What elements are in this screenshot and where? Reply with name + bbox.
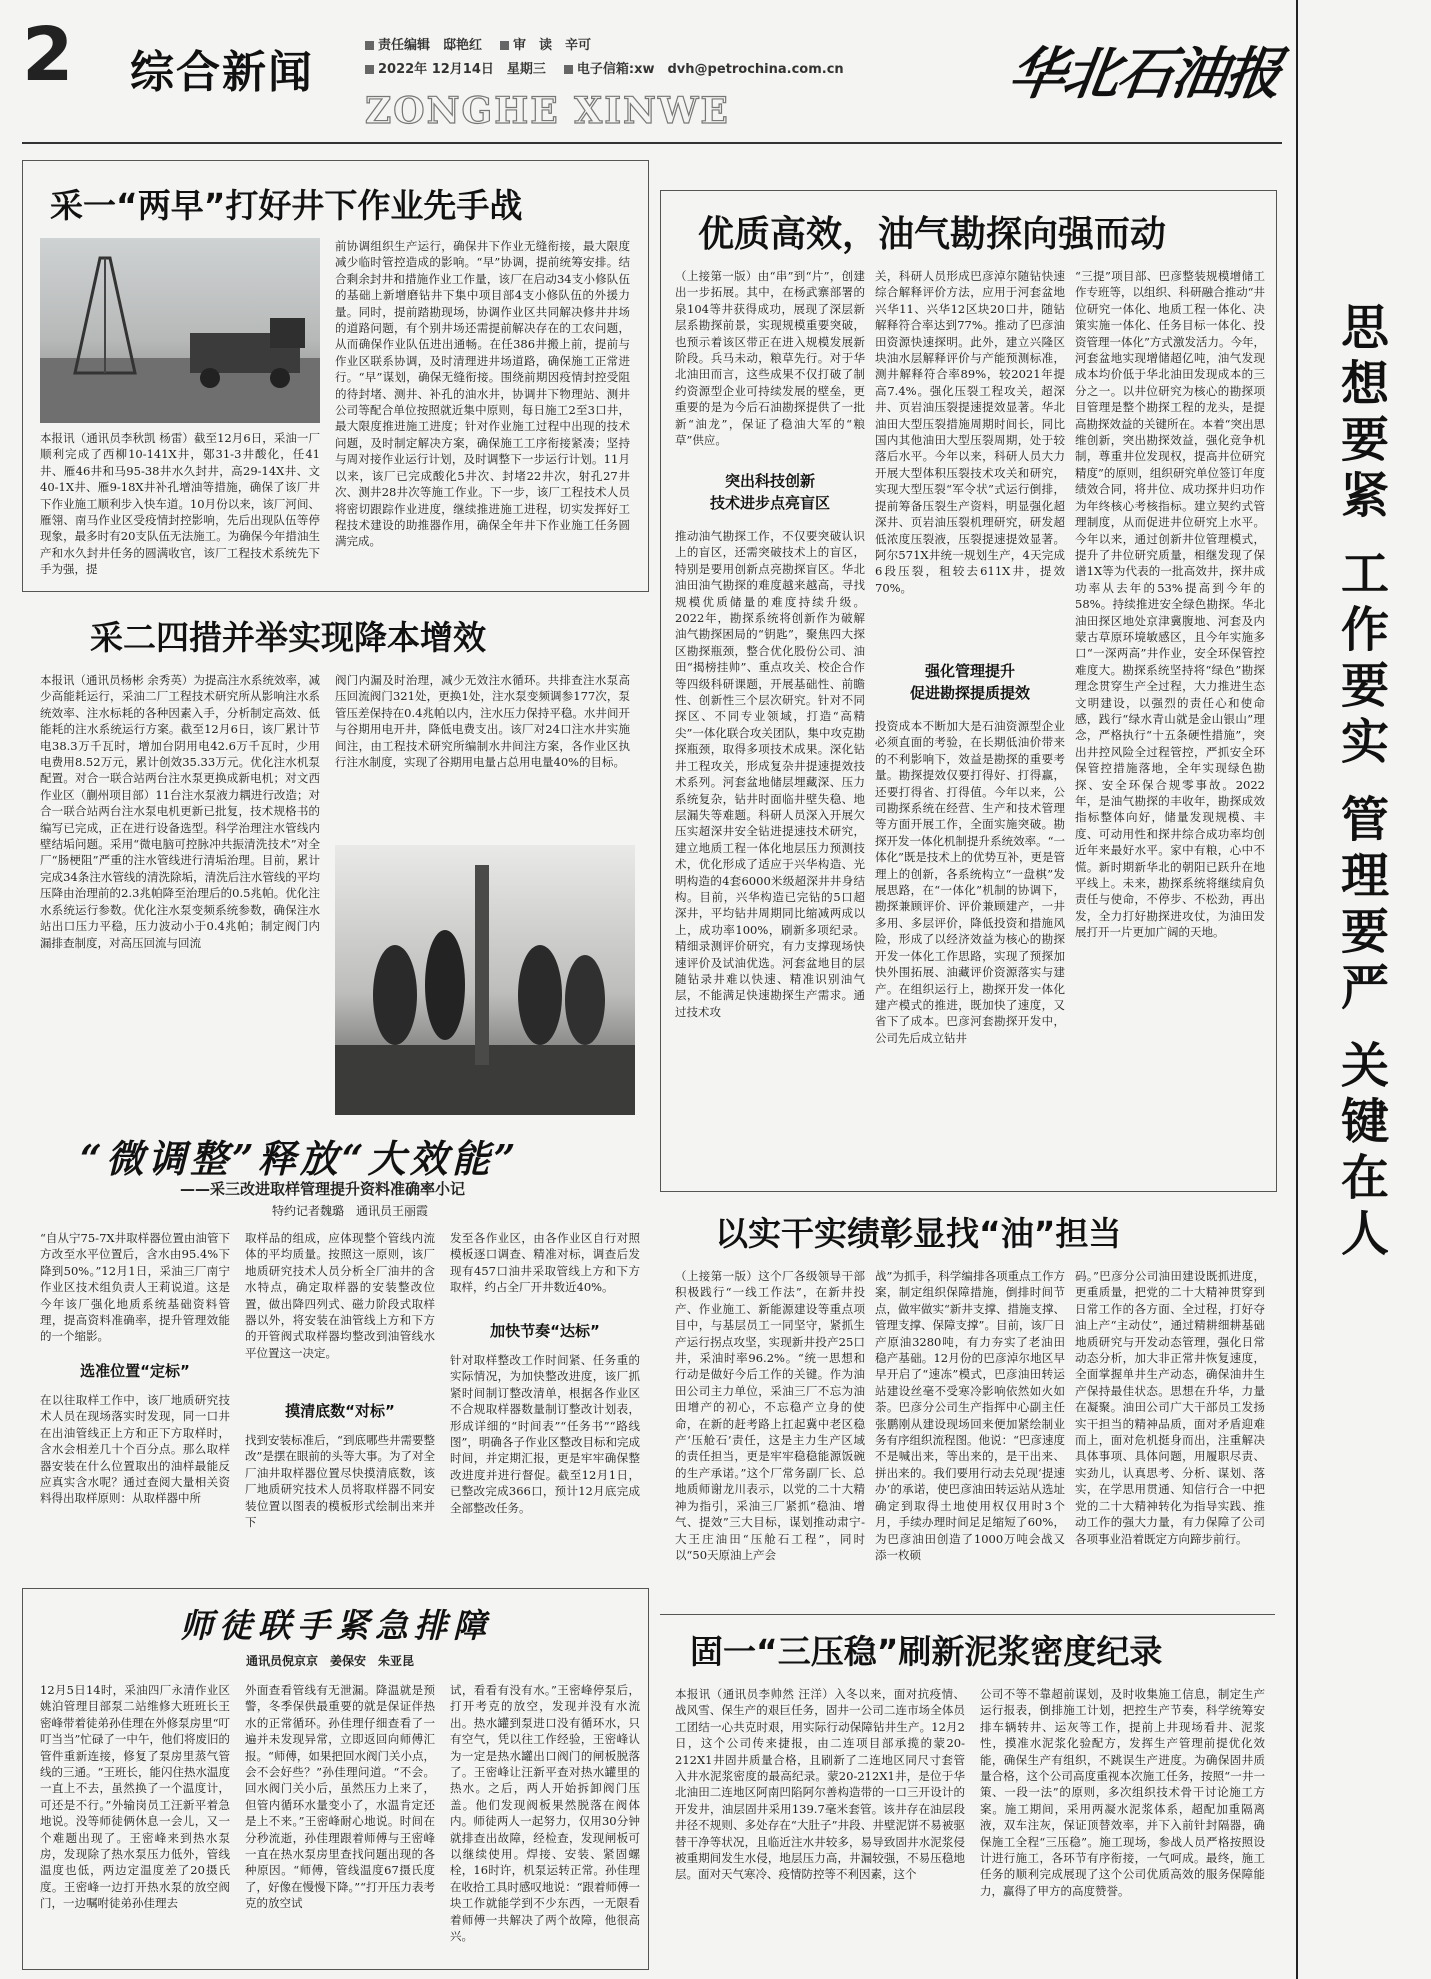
article-2-col-2: 阀门内漏及时治理，减少无效注水循环。共排查注水泵高压回流阀门321处，更换1处，注水泵变频调参177次，泵管压差保持在0.4兆帕以内，注水压力保持平稳。水井间开与谷期用电开井，降低电费支出。该厂对24口注水井实施间注，由工程技术研究所编制水井间注方案，各作业区执行注水制度，实现了谷期用电量占总用电量40%的目标。 (335, 673, 630, 770)
slogan-line: 管理要严 (1340, 792, 1389, 1016)
article-3-headline: “微调整”释放“大效能” (80, 1136, 520, 1181)
article-5-col-1b: 推动油气勘探工作，不仅要突破认识上的盲区，还需突破技术上的盲区，特别是要用创新点亮勘探盲区。华北油田油气勘探的难度越来越高，寻找规模优质储量的难度持续升级。2022年，勘探系统将创新作为破解油气勘探困局的“钥匙”，聚焦四大探区勘探瓶颈，整合优化股份公司、油田“揭榜挂帅”、重点攻关、校企合作等四级科研课题，开展基础性、前瞻性、创新性三个层次研究。针对不同探区、不同专业领域，打造“高精尖”一体化联合攻关团队，集中攻克勘探瓶颈，取得多项技术成果。深化钻井工程攻关，形成复杂井提速提效技术系列。河套盆地储层埋藏深、压力系统复杂，钻井时面临井壁失稳、地层漏失等难题。科研人员深入开展欠压实超深井安全钻进提速技术研究，建立地质工程一体化地层压力预测技术，优化形成了适应于兴华构造、光明构造的4套6000米级超深井井身结构。目前，兴华构造已完钻的5口超深井，平均钻井周期同比缩减两成以上，成功率100%，刷新多项纪录。精细录测评价研究，有力支撑现场快速评价及试油优选。河套盆地目的层随钻录井难以快速、精准识别油气层，不能满足快速勘探生产需求。通过技术攻 (675, 529, 865, 1019)
proofreader-credit: 审 读 辛可 (513, 38, 592, 53)
article-7-col-2: 公司不等不靠超前谋划，及时收集施工信息，制定生产运行报表，倒排施工计划，把控生产节奏，科学统筹安排车辆转井、运灰等工作，提前上井现场看井、泥浆性，摸准水泥浆化验配方，发挥生产管理前提优化效能，确保生产有组织，不跳误生产进度。为确保固井质量合格，这个公司高度重视本次施工任务，按照“一井一策、一段一法”的原则，多次组织技术骨干讨论施工方案。施工期间，采用两凝水泥浆体系，超配加重隔离液，双车注灰，保证顶替效率，并下入前针封隔器，确保施工全程“三压稳”。施工现场，参战人员严格按照设计进行施工，各环节有序衔接，一气呵成。最终，施工任务的顺利完成展现了这个公司优质高效的服务保障能力，赢得了甲方的高度赞誉。 (980, 1687, 1265, 1898)
article-3-byline: 特约记者魏璐 通讯员王丽霞 (271, 1204, 428, 1218)
article-5-col-2b: 投资成本不断加大是石油资源型企业必须直面的考验，在长期低油价带来的不利影响下，效益是勘探的重要考量。勘探提效仅要打得好、打得赢，还要打得省、打得值。今年以来，公司勘探系统在经营、生产和技术管理等方面开展工作，全面实施突破。勘探开发一体化机制提升系统效率。“一体化”既是技术上的优势互补，更是管理上的创新，各系统构立“一盘棋”发展思路，在“一体化”机制的协调下，勘探兼顾评价、评价兼顾建产，一井多用、多层评价，降低投资和措施风险，形成了以经济效益为核心的勘探开发一体化工作思路，实现了预探加快外围拓展、油藏评价资源落实与建产。在组织运行上，勘探开发一体化建产模式的推进，既加快了速度，又省下了成本。巴彦河套勘探开发中，公司先后成立钻井 (875, 719, 1065, 1045)
sidebar-rule (1296, 0, 1298, 1979)
article-6-col-2: 战”为抓手，科学编排各项重点工作方案，制定组织保障措施，倒排时间节点，做牢做实“新井支撑、措施支撑、管理支撑、保障支撑”。目前，该厂日产原油3280吨，有力夯实了老油田稳产基础。12月份的巴彦淖尔地区早早开启了“速冻”模式，巴彦油田转运站建设丝毫不受寒冷影响依然如火如荼。巴彦分公司生产指挥中心副主任张鹏刚从建设现场回来便加紧绘制业务有序组织流程图。他说：“巴彦速度不是喊出来，等出来的，是干出来、拼出来的。我们要用行动去兑现‘提速办’的承诺，使巴彦油田转运站从选址确定到取得土地使用权仅用时3个月，手续办理时间足足缩短了60%，为巴彦油田创造了1000万吨会战又添一枚硕 (875, 1269, 1065, 1562)
article-5-col-1: （上接第一版）由“串”到“片”，创建出一步拓展。其中，在杨武寨部署的泉104等井获得成功，展现了深层新层系勘探前景，实现规模重要突破，也预示着该区带正在进入规模发展新阶段。兵马未动，粮草先行。对于华北油田而言，这些成果不仅打破了制约资源型企业可持续发展的壁垒，更重要的是为今后石油勘探提供了一批新“油龙”，保证了稳油大军的“粮草”供应。 (675, 269, 865, 448)
article-3-col-3b: 针对取样整改工作时间紧、任务重的实际情况，为加快整改进度，该厂抓紧时间制订整改清单，根据各作业区不合规取样器数量制订整改计划表，形成详细的“时间表”“任务书”“路线图”，明确各子作业区整改目标和完成时间，并定期汇报，更是牢牢确保整改进度并进行督促。截至12月1日，已整改完成366口，预计12月底完成全部整改任务。 (450, 1353, 640, 1515)
article-1-col-2: 前协调组织生产运行，确保井下作业无缝衔接，最大限度减少临时管控造成的影响。“早”协调，提前统筹安排。结合剩余封井和措施作业工作量，该厂在启动34支小修队伍的基础上新增磨钻井下集中项目部4支小修队伍的外援力量。同时，提前踏勘现场，协调作业区共同解决修井井场的道路问题，有个别井场还需提前解决存在的工农问题，从而确保作业队伍进出通畅。在任386井搬上前，提前与作业区联系协调，及时清理进井场道路，确保施工正常进行。“早”谋划，确保无缝衔接。围绕前期因疫情封控受阻的待封堵、测井、补孔的油水井，协调井下物理站、测井公司等配合单位按照就近集中原则，每日施工2至3口井，最大限度推进施工进度；针对作业施工过程中出现的技术问题，及时制定解决方案，确保施工工序衔接紧凑；坚持与周对接作业运行计划，及时调整下一步运行计划。11月以来，该厂已完成酸化5井次、封堵22井次，射孔27井次、测井28井次等施工作业。下一步，该厂工程技术人员将密切跟踪作业进度，继续推进施工进程，切实发挥好工程技术建设的助推器作用，确保全年井下作业施工任务圆满完成。 (335, 239, 630, 549)
article-5-subhead-2: 强化管理提升 促进勘探提质提效 (909, 662, 1030, 702)
article-1-headline: 采一“两早”打好井下作业先手战 (50, 186, 523, 225)
article-4-col-1: 12月5日14时，采油四厂永清作业区姚泊管理目部泵二站维修大班班长王密峰带着徒弟孙佳理在外修泵房里“叮叮当当”忙碌了一中午，他们将废旧的管件重新连接，修复了泵房里蒸气管线的三通。“王班长，能闪住热水温度一直上不去，虽然换了一个温度计，可还是不行。”外输岗员工汪新平着急地说。没等师徒俩休息一会儿，又一个难题出现了。王密峰来到热水泵房，发现除了热水泵压力低外，管线温度也低，两边定温度差了20摄氏度。王密峰一边打开热水泵的放空阀门，一边嘱咐徒弟孙佳理去 (40, 1683, 230, 1911)
article-3-col-1: “自从宁75-7X井取样器位置由油管下方改至水平位置后，含水由95.4%下降到50%。”12月1日，采油三厂南宁作业区技术组负责人王莉说道。这是今年该厂强化地质系统基础资料管理，提高资料准确率，提升管理效能的一个缩影。 (40, 1231, 230, 1344)
slogan-column (1325, 300, 1405, 1284)
workers-at-wellhead-photo (335, 845, 635, 1115)
article-5-col-2: 关，科研人员形成巴彦淖尔随钻快速综合解释评价方法，应用于河套盆地兴华11、兴华12区块20口井，随钻解释符合率达到77%。推动了巴彦油田资源快速探明。此外，建立兴隆区块油水层解释评价与产能预测标准，测井解释符合率89%，较2021年提高7.4%。强化压裂工程攻关，超深井、页岩油压裂提速提效显著。华北油田大型压裂措施周期时间长，同比国内其他油田大型压裂周期，处于较落后水平。今年以来，科研人员大力开展大型体积压裂技术攻关和研究，实现大型压裂“军令状”式运行倒排，提前筹备压裂生产资料，明显强化超深井、页岩油压裂机理研究，研发超低浓度压裂液，压裂提速提效显著。阿尔571X井统一规划生产，4天完成6段压裂，租较去611X井，提效70%。 (875, 269, 1065, 595)
article-6-col-1: （上接第一版）这个厂各级领导干部积极践行“一线工作法”，在新井投产、作业施工、新能源建设等重点项目中，与基层员工一同坚守，紧抓生产运行拐点攻坚，实现新井投产25口井，采油时率96.2%。“统一思想和行动是做好今后工作的关键。作为油田公司主力单位，采油三厂不忘为油田增产的初心，不忘稳产立身的使命，在新的赶考路上扛起冀中老区稳产‘压舱石’责任，这是主力生产区域的责任担当，更是牢牢稳稳能源饭碗的生产承诺。”这个厂常务副厂长、总地质师谢龙川表示，以党的二十大精神为指引，采油三厂紧抓“稳油、增气、提效”三大目标，谋划推动肃宁-大王庄油田“压舱石工程”，同时以“50天原油上产会 (675, 1269, 865, 1562)
edition-meta (365, 34, 862, 82)
oilfield-rig-photo (40, 238, 320, 423)
article-7-col-1: 本报讯（通讯员李帅然 汪洋）入冬以来，面对抗疫情、战风雪、保生产的艰巨任务，固井一公司二连市场全体员工团结一心共克时艰，用实际行动保障钻井生产。12月2日，这个公司传来捷报，由二连项目部承揽的蒙20-212X1井固井质量合格，且刷新了二连地区同尺寸套管入井水泥浆密度的最高纪录。蒙20-212X1井，是位于华北油田二连地区阿南凹陷阿尔善构造带的一口三开设计的开发井，油层固井采用139.7毫米套管。该井存在油层段井径不规则、多处存在“大肚子”井段、井壁泥饼不易被驱替干净等状况，且临近注水井较多，易导致固井水泥浆侵被重期间发生水侵，地层压力高，井漏较强，不易压稳地层。面对天气寒冷、疫情防控等不利因素，这个 (675, 1687, 965, 1882)
masthead-rule (22, 142, 1282, 144)
article-2-col-1: 本报讯（通讯员杨彬 余秀英）为提高注水系统效率，减少高能耗运行，采油二厂工程技术研究所从影响注水系统效率、注水标耗的各种因素入手，分析制定高效、低能耗的注水系统运行方案。截至12月6日，该厂累计节电38.3万千瓦时，增加台阴用电42.6万千瓦时，少用电费用8.52万元，累计创效35.33万元。优化注水机泵配置。对合一联合站两台注水泵更换成新电机；对文西作业区（蒯州项目部）11台注水泵液力耦进行改造；对合一联合站两台注水泵电机更新已批复，技术规格书的编写已完成，正在进行设备选型。科学治理注水管线内壁结垢问题。采用“微电脑可控脉冲共振清洗技术”对全厂“肠梗阻”严重的注水管线进行清垢治理。目前，累计完成34条注水管线的清洗除垢，清洗后注水管线的平均压降由治理前的2.3兆帕降至治理后的0.5兆帕。优化注水系统运行参数。优化注水泵变频系统参数，确保注水站出口压力平稳，压力波动小于0.4兆帕；制定阀门内漏排查制度，对高压回流与回流 (40, 673, 320, 950)
section-pinyin: ZONGHE XINWE (365, 90, 730, 132)
article-4-col-2: 外面查看管线有无泄漏。降温就是预警，冬季保供最重要的就是保证伴热水的正常循环。孙佳理仔细查看了一遍并未发现异常，立即返回向师傅汇报。“师傅，如果把回水阀门关小点，会不会好些？”孙佳理问道。“不会。回水阀门关小后，虽然压力上来了，但管内循环水量变小了，水温肯定还是上不来。”王密峰耐心地说。时间在分秒流逝，孙佳理跟着师傅与王密峰一直在热水泵房里查找问题出现的各种原因。“师傅，管线温度67摄氏度了，好像在慢慢下降。”“打开压力表考克的放空试 (245, 1683, 435, 1911)
page-number: 2 (22, 12, 74, 98)
article-4-col-3: 试，看看有没有水。”王密峰停泵后，打开考克的放空，发现并没有水流出。热水罐到泵进口没有循环水，只有空气，凭以往工作经验，王密峰认为一定是热水罐出口阀门的闸板脱落了。王密峰让汪新平查对热水罐里的热水。之后，两人开始拆卸阀门压盖。他们发现阀板果然脱落在阀体内。师徒两人一起努力，仅用30分钟就排查出故障，经检查，发现闸板可以继续使用。焊接、安装、紧固螺栓，16时许，机泵运转正常。孙佳理在收拾工具时感叹地说：“跟着师傅一块工作就能学到不少东西，一无限看着师傅一共解决了两个故障，他很高兴。 (450, 1683, 640, 1944)
article-5-col-3: “三提”项目部、巴彦整装规模增储工作专班等，以组织、科研融合推动“井位研究一体化、地质工程一体化、决策实施一体化、任务目标一体化、投资管理一体化”方式激发活力。今年，河套盆地实现增储超亿吨，油气发现成本均价低于华北油田发现成本的三分之一。以井位研究为核心的勘探项目管理是整个勘探工程的龙头，是提高勘探效益的关键所在。本着“突出思维创新，突出勘探效益，强化竞争机制，尊重井位发现权，提高井位研究精度”的原则，组织研究单位签订年度绩效合同，将井位、成功探井归功作为年终核心考核指标。建立契约式管理制度，从而促进井位研究上水平。今年以来，通过创新井位管理模式，提升了井位研究质量，相继发现了保谱1X等为代表的一批高效井，探井成功率从去年的53%提高到今年的58%。持续推进安全绿色勘探。华北油田探区地处京津冀腹地、河套及内蒙古草原环境敏感区，且今年实施多口“一深两高”井作业，安全环保管控难度大。勘探系统坚持将“绿色”勘探理念贯穿生产全过程，大力推进生态文明建设，以强烈的责任心和使命感，践行“绿水青山就是金山银山”理念，严格执行“十五条硬性措施”，突出井控风险全过程管控，严抓安全环保管控措施落地，全年实现绿色勘探、安全环保合规零事故。2022年，是油气勘探的丰收年，勘探成效指标整体向好，储量发现规模、丰度、可动用性和探井综合成功率均创近年来最好水平。家中有粮，心中不慌。新时期新华北的朝阳已跃升在地平线上。未来，勘探系统将继续肩负责任与使命，不停步、不松劲，再出发，全力打好勘探进攻仗，为油田发展打开一片更加广阔的天地。 (1075, 269, 1265, 940)
article-1-col-1: 本报讯（通讯员李秋凯 杨雷）截至12月6日，采油一厂顺利完成了西柳10-141X井，鄚31-3井酸化，任41井、雁46井和马95-38井水久封井，高29-14X井、文40-1X井、雁9-18X井补孔增油等措施，确保了该厂井下作业施工顺利步入快车道。10月份以来，该厂河间、雁翎、南马作业区受疫情封控影响，先后出现队伍等停现象，最多时有20支队伍无法施工。为确保今年措油生产和水久封井任务的圆满收官，该厂工程技术系统先下手为强，提 (40, 431, 320, 577)
section-title: 综合新闻 (130, 47, 314, 98)
article-3-subhead-2: 摸清底数“对标” (285, 1402, 395, 1420)
article-3-col-1b: 在以往取样工作中，该厂地质研究技术人员在现场落实时发现，同一口井在出油管线正上方和正下方取样时，含水会相差几十个百分点。那么取样器安装在什么位置取出的油样最能反应真实含水呢？通过查阅大量相关资料得出取样原则：从取样器中所 (40, 1393, 230, 1506)
article-2-headline: 采二四措并举实现降本增效 (90, 618, 486, 657)
article-3-subhead-3: 加快节奏“达标” (490, 1322, 600, 1340)
article-3-subtitle: ——采三改进取样管理提升资料准确率小记 (180, 1180, 466, 1198)
section-divider (660, 1614, 1275, 1615)
slogan-line: 关键在人 (1340, 1038, 1389, 1262)
masthead (0, 0, 1431, 140)
article-4-headline: 师徒联手紧急排障 (180, 1606, 492, 1645)
article-5-headline: 优质高效，油气勘探向强而动 (698, 214, 1167, 255)
article-7-headline: 固一“三压稳”刷新泥浆密度纪录 (690, 1632, 1163, 1671)
article-3-col-2: 取样品的组成，应体现整个管线内流体的平均质量。按照这一原则，该厂地质研究技术人员分析全厂油井的含水特点，确定取样器的安装整改位置，做出降四列式、磁力阶段式取样器以外，将安装在油管线上方和下方的开管阀式取样器均整改到油管线水平位置这一决定。 (245, 1231, 435, 1360)
article-6-col-3: 码。”巴彦分公司油田建设既抓进度，更重质量，把党的二十大精神贯穿到日常工作的各方面、全过程，打好夺油上产“主动仗”，通过精耕细耕基础地质研究与开发动态管理，强化日常动态分析，加大非正常井恢复速度，全面掌握单井生产动态，确保油井生产保持最佳状态。思想在升华，力量在凝聚。油田公司广大干部员工发扬实干担当的精神品质，面对矛盾迎难而上，面对危机挺身而出，注重解决具体事项、具体问题，用履职尽责、实劲儿，认真思考、分析、谋划、落实，在学思用贯通、知信行合一中把党的二十大精神转化为指导实践、推动工作的强大力量，有力保障了公司各项事业沿着既定方向蹄步前行。 (1075, 1269, 1265, 1546)
slogan-line: 工作要实 (1340, 546, 1389, 770)
article-3-subhead-1: 选准位置“定标” (80, 1362, 190, 1380)
slogan-line: 思想要紧 (1340, 300, 1389, 524)
article-5-subhead-1: 突出科技创新 技术进步点亮盲区 (709, 472, 830, 512)
contact-email[interactable]: 电子信箱:xw dvh@petrochina.com.cn (576, 62, 844, 77)
article-4-byline: 通讯员倪京京 姜保安 朱亚昆 (245, 1654, 414, 1668)
editor-credit: 责任编辑 邸艳红 (378, 38, 483, 53)
newspaper-logo: 华北石油报 (1004, 41, 1285, 107)
article-3-col-3: 发至各作业区，由各作业区自行对照模板逐口调查、精准对标，调查后发现有457口油井采取管线上方和下方取样，约占全厂开井数近40%。 (450, 1231, 640, 1295)
issue-date: 2022年 12月14日 星期三 (378, 62, 546, 77)
article-6-headline: 以实干实绩彰显找“油”担当 (715, 1214, 1122, 1253)
article-3-col-2b: 找到安装标准后，“到底哪些井需要整改”是摆在眼前的头等大事。为了对全厂油井取样器位置尽快摸清底数，该厂地质研究技术人员将取样器不同安装位置以图表的模板形式绘制出来并下 (245, 1433, 435, 1530)
